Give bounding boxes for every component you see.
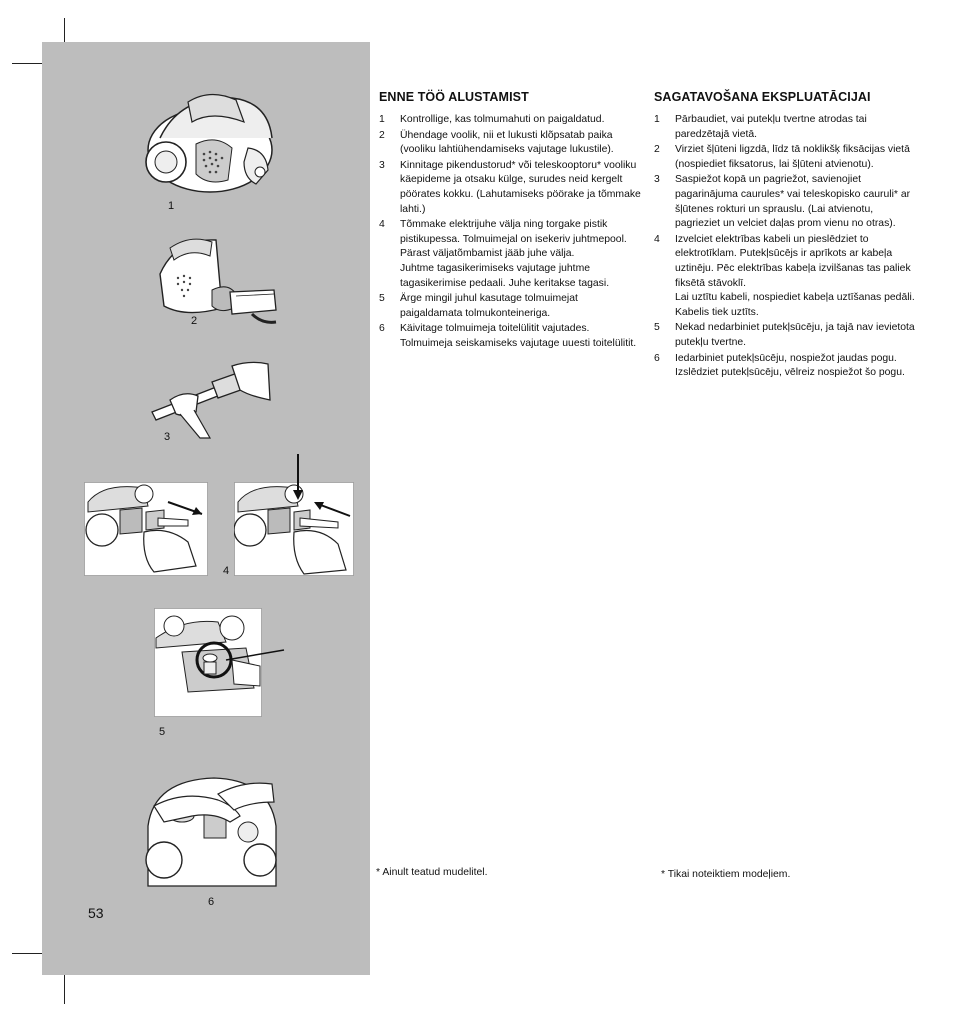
- list-item: 4 Izvelciet elektrības kabeli un pieslēdziet to elektrotīklam. Putekļsūcējs ir aprīkots ar kabeļa uztinēju. Pēc elektrības kabeļa izvilšanas tas paliek fiksētā stāvoklī. Lai uztītu kabeli, nospiediet kabeļa uztīšanas pedāli. Kabelis tiek uztīts.: [654, 233, 915, 318]
- cable-plug-in-icon: [84, 482, 208, 576]
- list-item: 4 Tõmmake elektrijuhe välja ning torgake pistik pistikupessa. Tolmuimejal on isekeriv juhtmepool. Pärast väljatõmbamist jääb juhe välja. Juhtme tagasikerimiseks vajutage juhtme tagasikerimise pedaali. Juhe keritakse tagasi.: [379, 219, 627, 289]
- vacuum-cleaner-closed-icon: [140, 88, 280, 200]
- latvian-column: [654, 90, 916, 382]
- figure-3: [150, 360, 272, 440]
- list-item: 6 Iedarbiniet putekļsūcēju, nospiežot jaudas pogu. Izslēdziet putekļsūcēju, vēlreiz nospiežot šo pogu.: [654, 352, 905, 379]
- instruction-list-latvian: [654, 113, 916, 381]
- instruction-list-estonian: [379, 113, 641, 352]
- list-item: 5 Ärge mingil juhul kasutage tolmuimejat paigaldamata tolmukonteineriga.: [379, 293, 578, 319]
- list-item: 3 Saspiežot kopā un pagriežot, savienojiet pagarinājuma caurules* vai teleskopisko cauruli* ar šļūtenes rokturi un sprauslu. (Lai atvienotu, pagrieziet un velciet daļas prom vienu no otras).: [654, 174, 911, 230]
- list-item: 6 Käivitage tolmuimeja toitelülitit vajutades. Tolmuimeja seiskamiseks vajutage uuesti toitelülitit.: [379, 323, 637, 349]
- figure-1: [140, 88, 280, 200]
- power-switch-pedal-icon: [144, 776, 278, 894]
- list-item: 5 Nekad nedarbiniet putekļsūcēju, ja tajā nav ievietota putekļu tvertne.: [654, 322, 915, 348]
- figure-number: 5: [159, 726, 166, 738]
- figure-number: 6: [208, 896, 215, 908]
- section-title-estonian: ENNE TÖÖ ALUSTAMIST: [379, 90, 529, 104]
- cable-rewind-pedal-icon: [234, 452, 354, 576]
- hose-connection-icon: [156, 234, 280, 326]
- figure-4-second-panel: [234, 452, 354, 576]
- figure-2: [156, 234, 280, 326]
- list-item: 3 Kinnitage pikendustorud* või teleskooptoru* vooliku käepideme ja otsaku külge, surudes neid kergelt pöörates kokku. (Lahutamiseks pöörake ja tõmmake lahti.): [379, 159, 641, 215]
- footnote-latvian: * Tikai noteiktiem modeļiem.: [661, 869, 791, 880]
- section-title-latvian: SAGATAVOŠANA EKSPLUATĀCIJAI: [654, 90, 871, 104]
- list-item: 2 Virziet šļūteni ligzdā, līdz tā noklikšķ fiksācijas vietā (nospiediet fiksatorus, lai šļūteni atvienotu).: [654, 144, 910, 170]
- page-number: 53: [88, 905, 104, 921]
- figure-number: 3: [164, 431, 171, 443]
- telescopic-tube-icon: [150, 360, 272, 440]
- list-item: 1 Pārbaudiet, vai putekļu tvertne atrodas tai paredzētajā vietā.: [654, 114, 867, 140]
- estonian-column: [379, 90, 641, 353]
- figure-number: 1: [168, 200, 175, 212]
- list-item: 1 Kontrollige, kas tolmumahuti on paigaldatud.: [379, 114, 605, 125]
- figure-4: [84, 482, 208, 576]
- figure-6: [144, 776, 278, 894]
- figure-number: 2: [191, 315, 198, 327]
- cable-rewind-pedal-icon: [154, 608, 286, 718]
- figure-number: 4: [223, 565, 230, 577]
- footnote-estonian: * Ainult teatud mudelitel.: [376, 867, 488, 878]
- list-item: 2 Ühendage voolik, nii et lukusti klõpsatab paika (vooliku lahtiühendamiseks vajutage lukustile).: [379, 129, 614, 156]
- figure-5: [154, 608, 286, 718]
